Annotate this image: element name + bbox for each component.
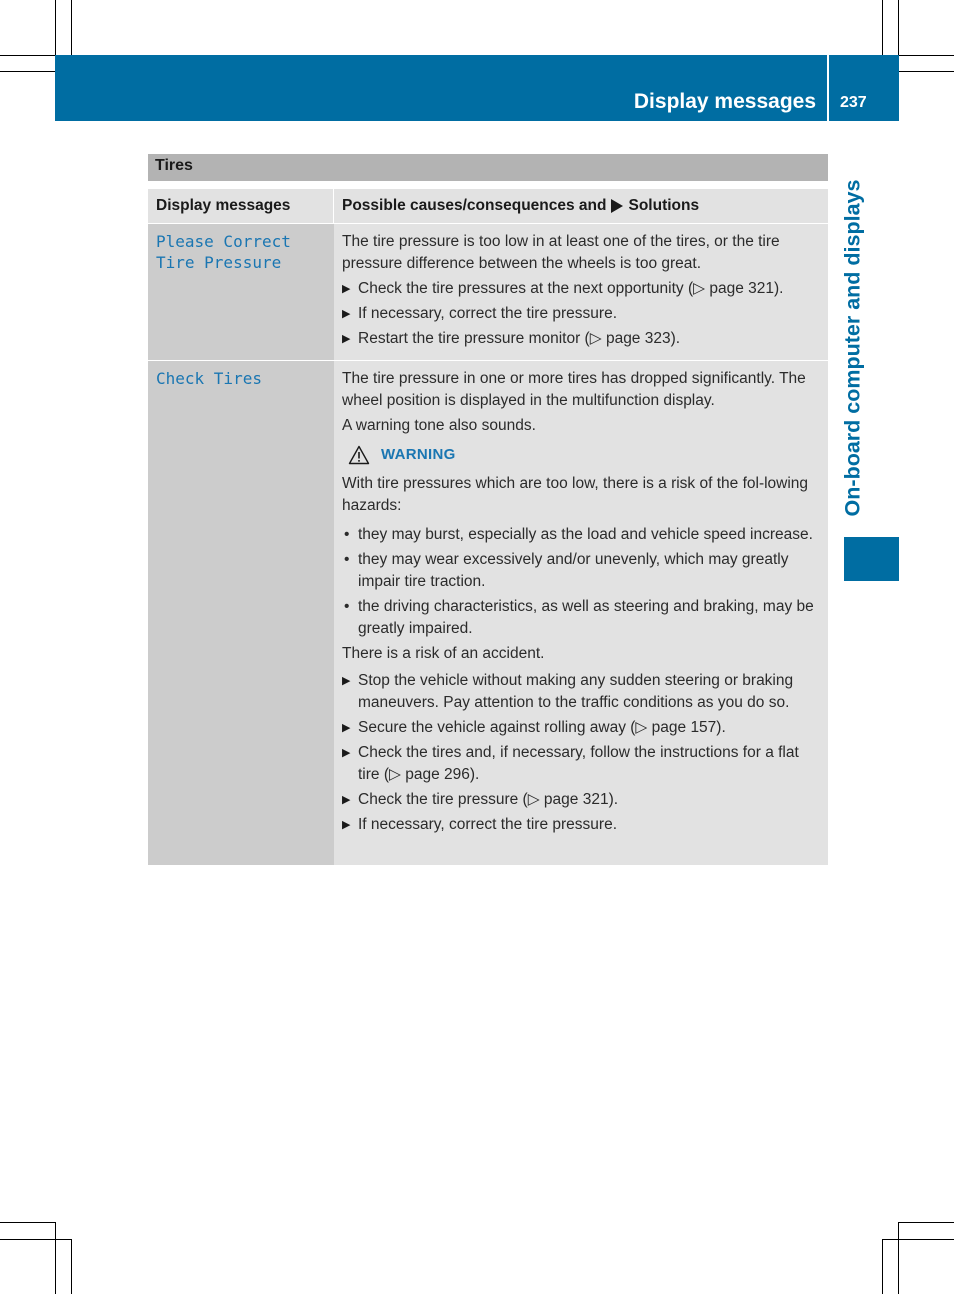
cause-text: The tire pressure in one or more tires has dropped significantly. The wheel position is displayed in the multifunction display. [342, 370, 806, 409]
causes-cell [334, 361, 828, 865]
table-title-bar [148, 154, 828, 181]
crop-mark [71, 0, 72, 55]
crop-mark [899, 55, 954, 56]
play-triangle-icon: ▶ [342, 283, 351, 295]
solution-step [342, 742, 820, 786]
play-triangle-icon: ▶ [342, 747, 351, 759]
solution-step [342, 670, 820, 714]
table-row [148, 224, 828, 360]
bullet-icon: • [344, 551, 350, 568]
crop-mark [55, 1222, 56, 1294]
crop-mark [0, 71, 55, 72]
table-row [148, 360, 828, 865]
crop-mark [898, 0, 899, 55]
solution-step-text: Restart the tire pressure monitor (▷ page 323). [358, 330, 681, 347]
play-triangle-icon: ▶ [342, 722, 351, 734]
solution-step [342, 328, 820, 350]
solution-step [342, 278, 820, 300]
hazard-item [342, 524, 820, 546]
hazard-item [342, 596, 820, 640]
crop-mark [71, 1239, 72, 1294]
crop-mark [898, 1222, 899, 1294]
hazard-item [342, 549, 820, 593]
solution-step-text: Secure the vehicle against rolling away (▷ page 157). [358, 719, 726, 736]
play-triangle-icon: ▶ [342, 794, 351, 806]
table-title: Tires [155, 157, 193, 174]
play-triangle-icon: ▶ [342, 333, 351, 345]
solution-step [342, 717, 820, 739]
solution-step [342, 789, 820, 811]
crop-mark [0, 1239, 71, 1240]
hazard-text: the driving characteristics, as well as steering and braking, may be greatly impaired. [358, 598, 814, 637]
header-divider [827, 55, 829, 121]
display-message-cell [148, 361, 334, 865]
causes-cell [334, 224, 828, 360]
section-title: Display messages [633, 90, 816, 113]
solution-step-text: If necessary, correct the tire pressure. [358, 305, 618, 322]
hazard-text: they may burst, especially as the load and vehicle speed increase. [358, 526, 813, 543]
solution-step-text: Stop the vehicle without making any sudden steering or braking maneuvers. Pay attention to the traffic conditions as you do so. [358, 672, 794, 711]
solution-step [342, 303, 820, 325]
col-header-suffix: Solutions [628, 197, 700, 214]
solution-step-text: If necessary, correct the tire pressure. [358, 816, 618, 833]
warning-triangle-icon [348, 445, 370, 465]
hazard-text: they may wear excessively and/or unevenly, which may greatly impair tire traction. [358, 551, 789, 590]
cause-text: A warning tone also sounds. [342, 417, 536, 434]
crop-mark [55, 0, 56, 55]
chapter-tab-marker [844, 537, 899, 581]
crop-mark [0, 55, 55, 56]
solution-step-text: Check the tire pressures at the next opportunity (▷ page 321). [358, 280, 784, 297]
header-bar [55, 55, 899, 121]
solution-step-text: Check the tire pressure (▷ page 321). [358, 791, 619, 808]
bullet-icon: • [344, 526, 350, 543]
warning-label: WARNING [381, 446, 456, 463]
play-triangle-icon: ▶ [342, 308, 351, 320]
table-header-row [148, 189, 828, 224]
crop-mark [0, 1222, 55, 1223]
chapter-tab-label: On-board computer and displays [840, 179, 865, 517]
col-header-display-messages: Display messages [148, 189, 334, 223]
solution-step-text: Check the tires and, if necessary, follow the instructions for a flat tire (▷ page 296). [358, 744, 799, 783]
solution-step [342, 814, 820, 836]
page-number: 237 [840, 94, 867, 111]
display-message-cell [148, 224, 334, 360]
crop-mark [882, 1239, 954, 1240]
play-triangle-icon: ▶ [342, 675, 351, 687]
display-message: Check Tires [156, 369, 262, 388]
messages-table [148, 189, 828, 865]
warning-text: With tire pressures which are too low, there is a risk of the fol-lowing hazards: [342, 475, 809, 514]
crop-mark [882, 0, 883, 55]
crop-mark [899, 1222, 954, 1223]
col-header-prefix: Possible causes/consequences and [342, 197, 607, 214]
display-message: Please Correct Tire Pressure [156, 232, 291, 272]
risk-text: There is a risk of an accident. [342, 645, 545, 662]
cause-text: The tire pressure is too low in at least one of the tires, or the tire pressure difference between the wheels is too great. [342, 233, 780, 272]
col-header-causes-solutions [334, 189, 828, 223]
play-triangle-icon [610, 199, 624, 213]
crop-mark [882, 1239, 883, 1294]
crop-mark [899, 71, 954, 72]
chapter-tab [836, 168, 870, 528]
play-triangle-icon: ▶ [342, 819, 351, 831]
warning-heading [348, 443, 820, 467]
bullet-icon: • [344, 598, 350, 615]
